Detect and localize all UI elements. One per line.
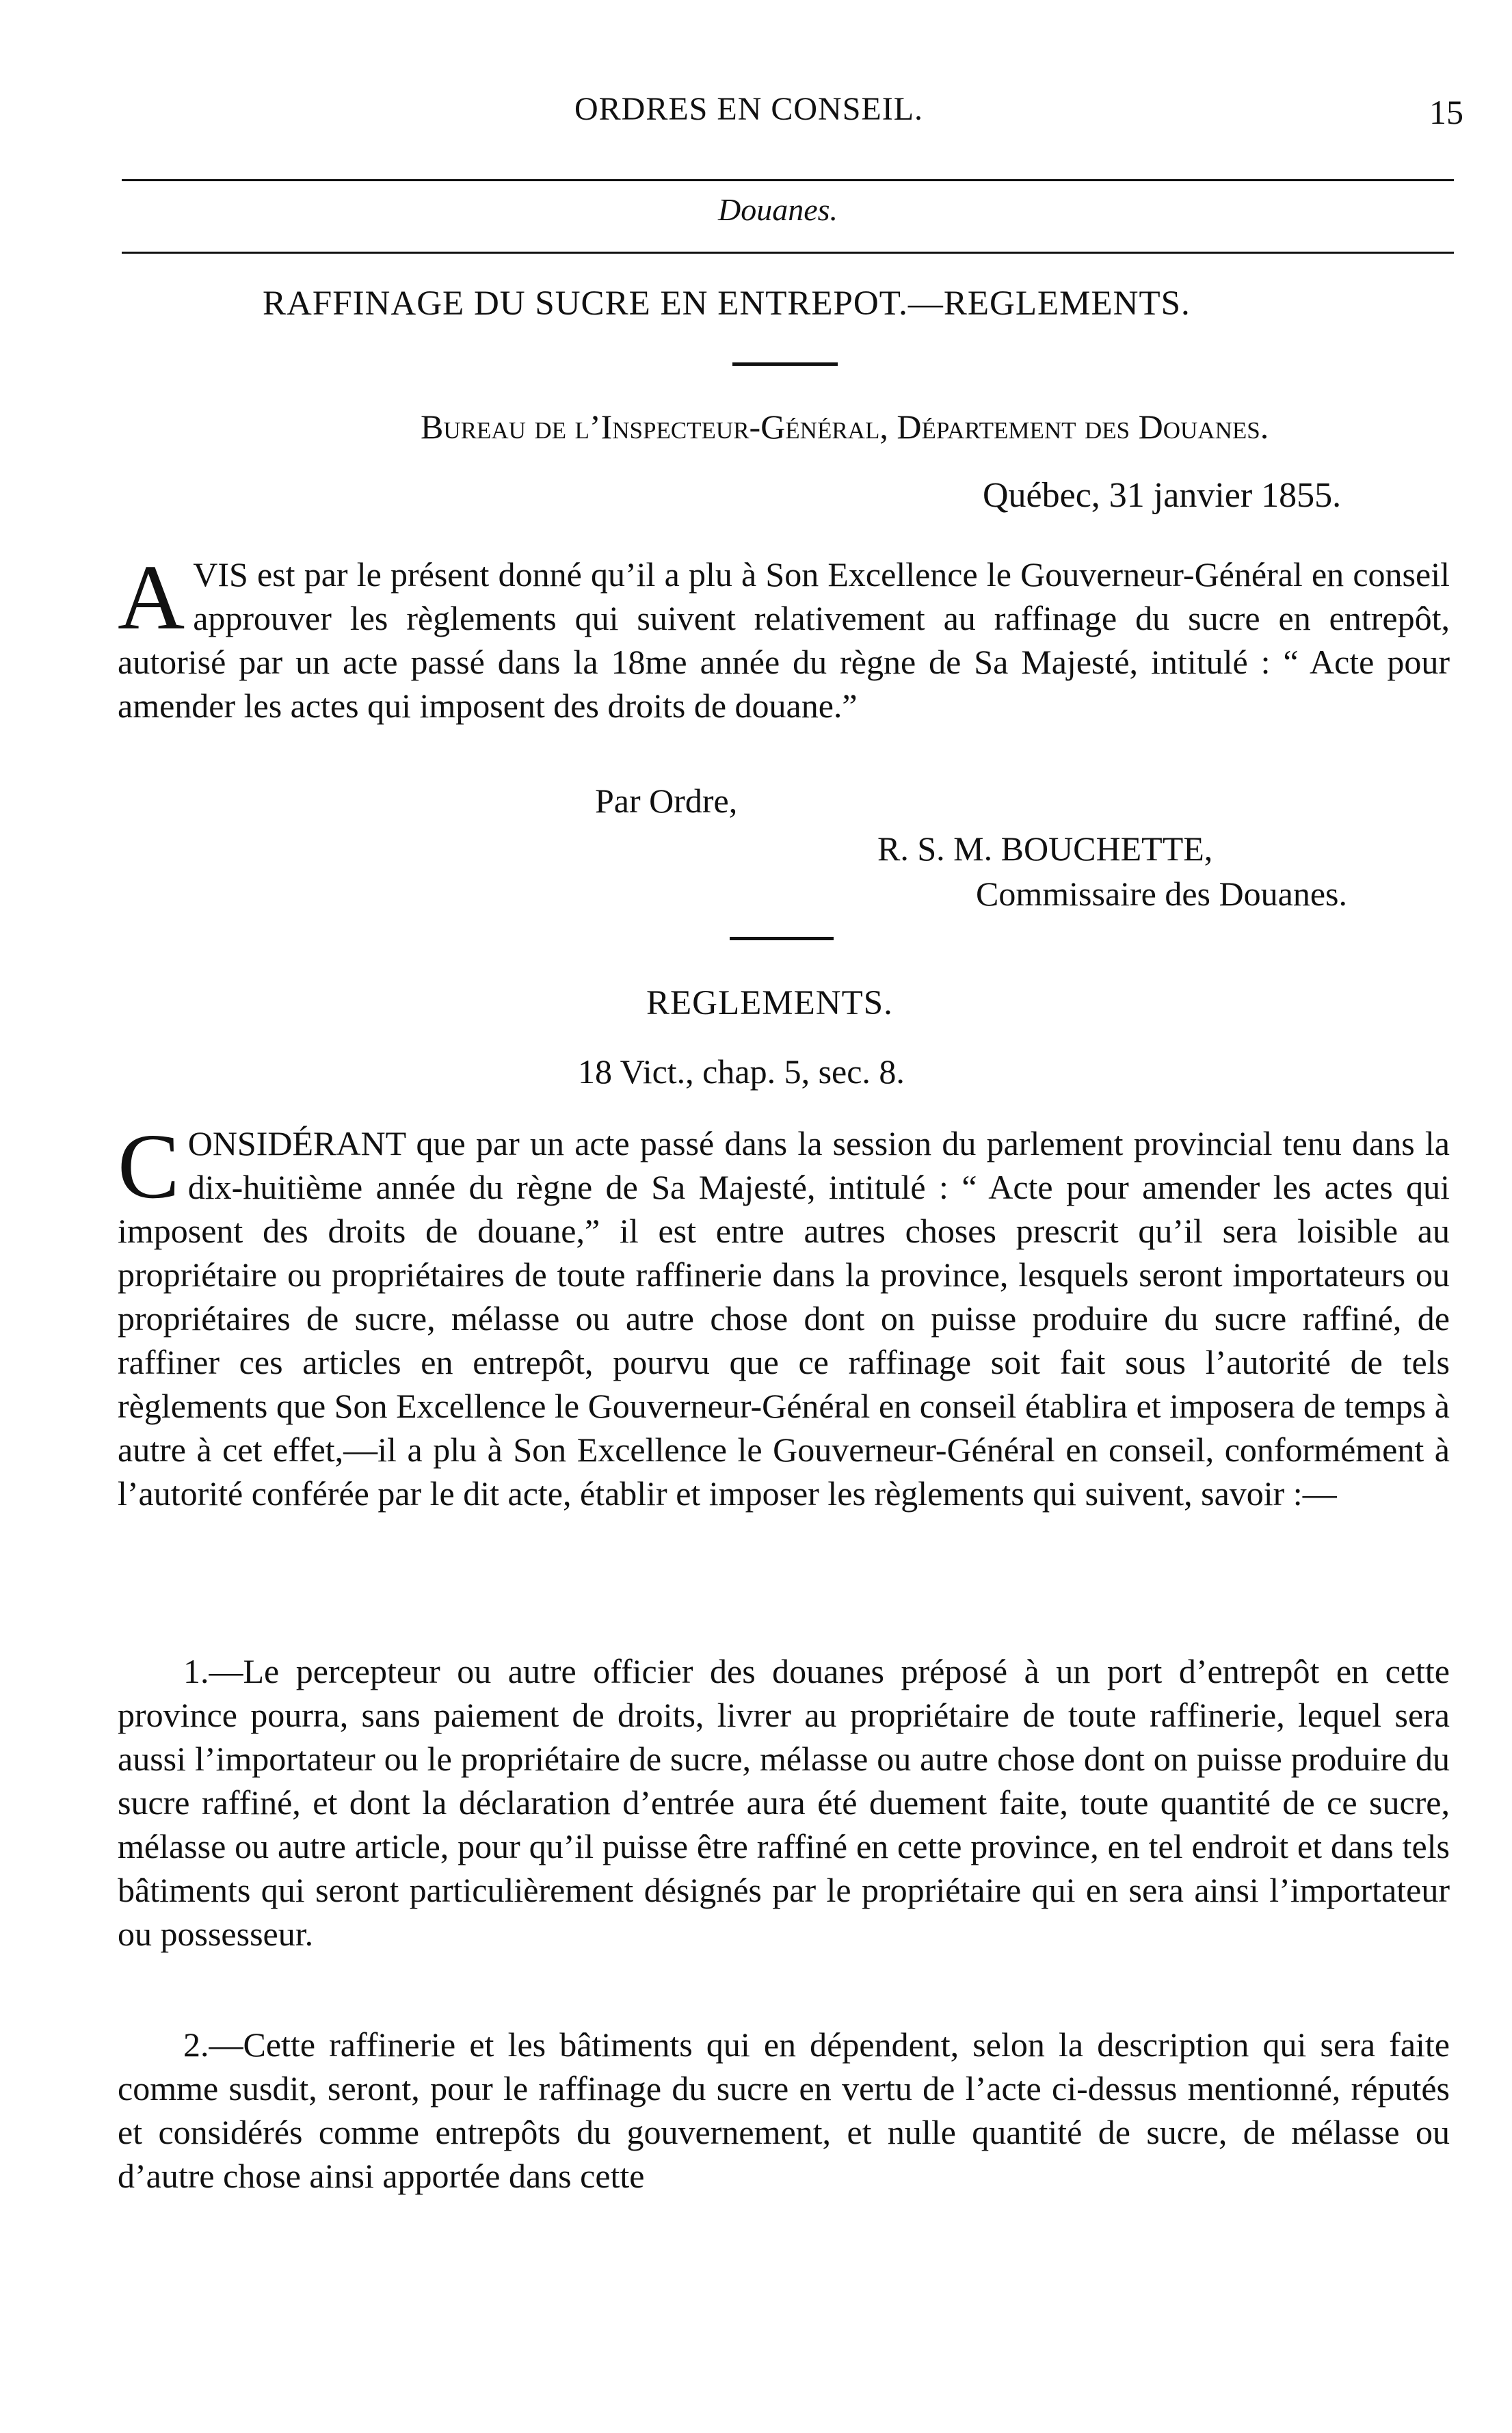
- article-paragraph: 1.—Le percepteur ou autre officier des douanes préposé à un port d’entrepôt en cette province pourra, sans paiement de droits, livrer au propriétaire de toute raffinerie, lequel sera aussi l’importateur ou le propriétaire de sucre, mélasse ou autre chose dont on puisse produire du sucre raffiné, et dont la déclaration d’entrée aura été duement faite, toute quantité de ce sucre, mélasse ou autre article, pour qu’il puisse être raffiné en cette province, en tel endroit et dans tels bâtiments qui seront particulièrement désignés par le propriétaire qui en sera ainsi l’importateur ou possesseur.: [118, 1652, 1450, 1953]
- notice-body-text: VIS est par le présent donné qu’il a plu à Son Excellence le Gouverneur-Général en conseil approuver les règlements qui suivent relativement au raffinage du sucre en entrepôt, autorisé par un acte passé dans la 18me année du règne de Sa Majesté, intitulé : “ Acte pour amender les actes qui imposent des droits de douane.”: [118, 555, 1450, 725]
- running-title: ORDRES EN CONSEIL.: [574, 91, 924, 127]
- separator-rule: [730, 937, 834, 940]
- signatory-title: Commissaire des Douanes.: [976, 875, 1347, 913]
- bureau-line: Bureau de l’Inspecteur-Général, Département des Douanes.: [421, 408, 1269, 446]
- section-label: Douanes.: [718, 192, 838, 227]
- separator-rule: [732, 362, 838, 366]
- par-ordre: Par Ordre,: [595, 782, 738, 820]
- article-paragraph: 2.—Cette raffinerie et les bâtiments qui en dépendent, selon la description qui sera faite comme susdit, seront, pour le raffinage du sucre en vertu de l’acte ci-dessus mentionné, réputés et considérés comme entrepôts du gouvernement, et nulle quantité de sucre, de mélasse ou d’autre chose ainsi apportée dans cette: [118, 2025, 1450, 2195]
- header-rule-bottom: [122, 252, 1454, 254]
- preamble-text: ONSIDÉRANT que par un acte passé dans la session du parlement provincial tenu dans la dix-huitième année du règne de Sa Majesté, intitulé : “ Acte pour amender les actes qui imposent des droits de douane,” il est entre autres choses prescrit qu’il sera loisible au propriétaire ou propriétaires de toute raffinerie dans la province, lesquels seront importateurs ou propriétaires de sucre, mélasse ou autre chose dont on puisse produire du sucre raffiné, de raffiner ces articles en entrepôt, pourvu que ce raffinage soit fait sous l’autorité de tels règlements que Son Excellence le Gouverneur-Général en conseil établira et imposera de temps à autre à cet effet,—il a plu à Son Excellence le Gouverneur-Général en conseil, conformément à l’autorité conférée par le dit acte, établir et imposer les règlements qui suivent, savoir :—: [118, 1124, 1450, 1513]
- preamble-paragraph: [118, 1115, 1450, 1515]
- signatory-name: R. S. M. BOUCHETTE,: [877, 829, 1213, 868]
- notice-heading: RAFFINAGE DU SUCRE EN ENTREPOT.—REGLEMENTS.: [263, 284, 1191, 323]
- dropcap-letter: A: [118, 546, 185, 649]
- dateline: Québec, 31 janvier 1855.: [983, 476, 1342, 515]
- dropcap-letter: C: [118, 1115, 180, 1218]
- page-number: 15: [1429, 93, 1463, 131]
- statute-citation: 18 Vict., chap. 5, sec. 8.: [578, 1052, 905, 1091]
- header-rule-top: [122, 179, 1454, 181]
- regulations-heading: REGLEMENTS.: [646, 984, 893, 1022]
- notice-paragraph: [118, 546, 1450, 728]
